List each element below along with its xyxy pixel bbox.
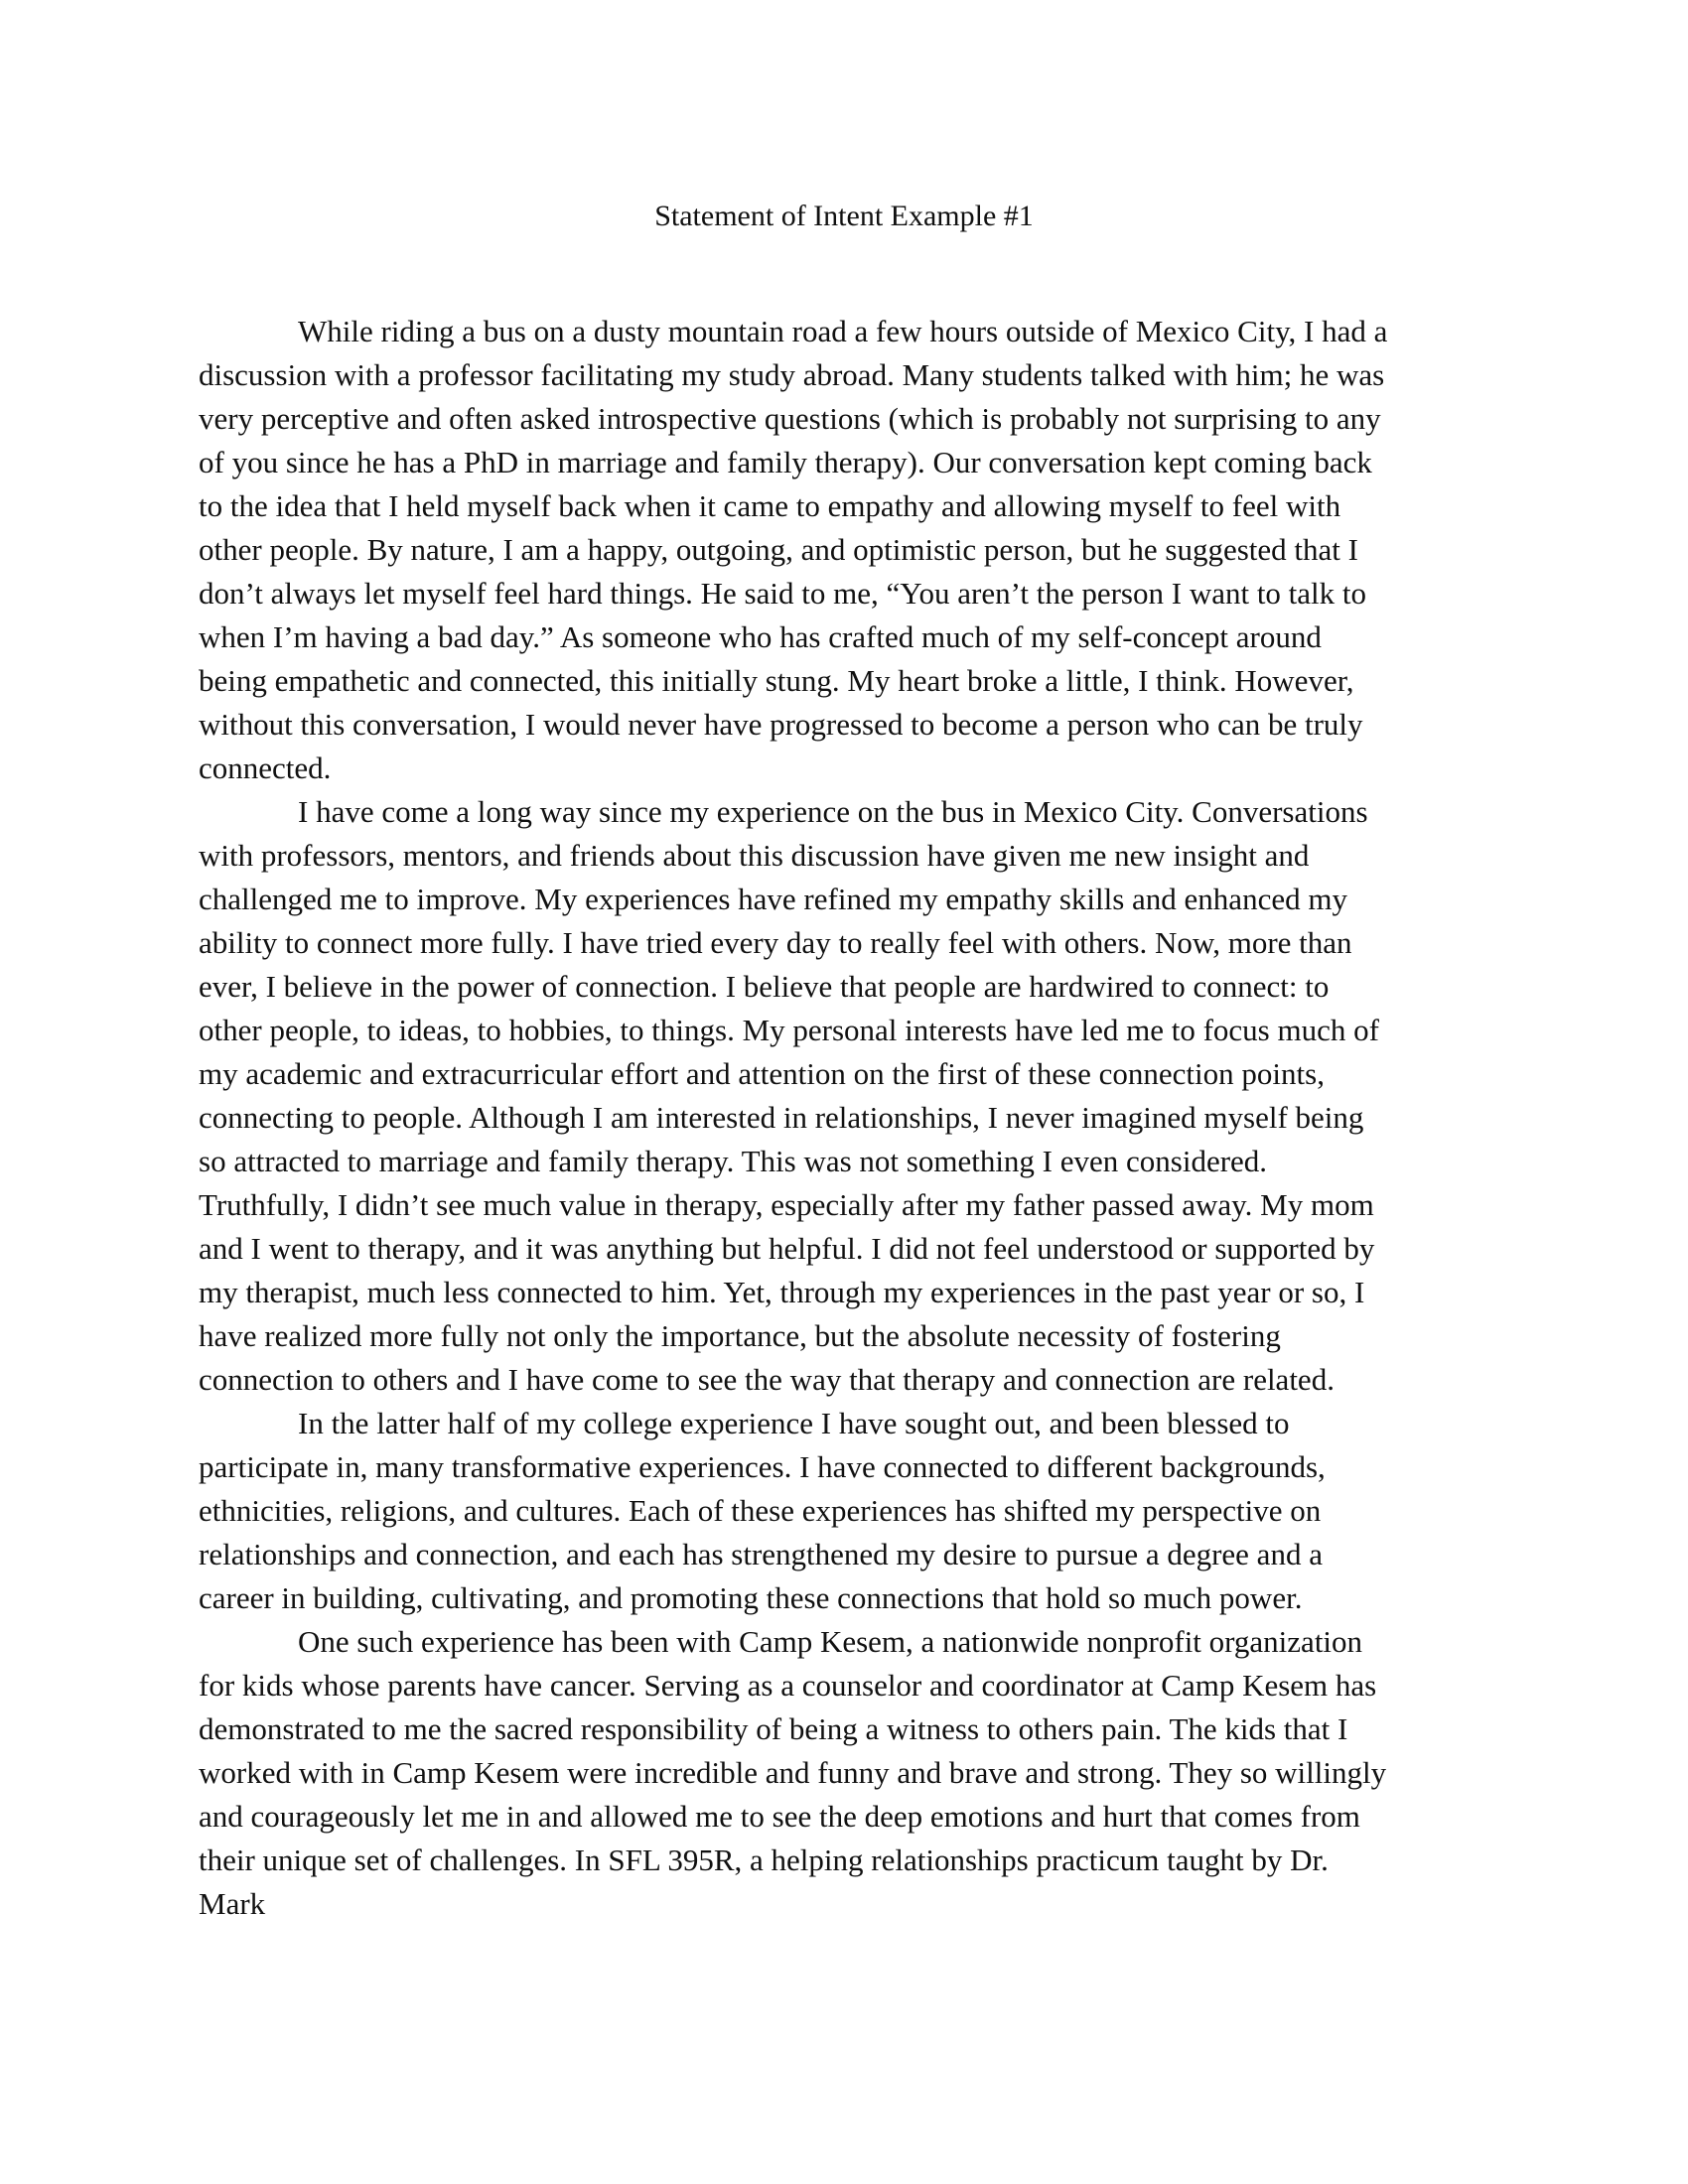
paragraph-line: One such experience has been with Camp Kesem, a nationwide nonprofit organization	[298, 1624, 1363, 1659]
paragraph-line: don’t always let myself feel hard things. He said to me, “You aren’t the person I want to talk to	[199, 576, 1367, 611]
paragraph-line: ever, I believe in the power of connection. I believe that people are hardwired to connect: to	[199, 969, 1330, 1004]
paragraph-line: of you since he has a PhD in marriage and family therapy). Our conversation kept coming back	[199, 445, 1372, 479]
paragraph-line: so attracted to marriage and family therapy. This was not something I even considered.	[199, 1144, 1268, 1178]
paragraph-line: with professors, mentors, and friends about this discussion have given me new insight and	[199, 838, 1310, 873]
paragraph-line: my therapist, much less connected to him. Yet, through my experiences in the past year or so, I	[199, 1275, 1365, 1309]
paragraph-line: their unique set of challenges. In SFL 395R, a helping relationships practicum taught by Dr.	[199, 1843, 1329, 1877]
paragraph-line: discussion with a professor facilitating my study abroad. Many students talked with him; he was	[199, 357, 1385, 392]
paragraph-line: other people. By nature, I am a happy, outgoing, and optimistic person, but he suggested that I	[199, 532, 1358, 567]
paragraph-line: very perceptive and often asked introspective questions (which is probably not surprising to any	[199, 401, 1381, 436]
paragraph-line: being empathetic and connected, this initially stung. My heart broke a little, I think. However,	[199, 663, 1354, 698]
paragraph-line: other people, to ideas, to hobbies, to things. My personal interests have led me to focus much of	[199, 1013, 1379, 1047]
paragraph-line: demonstrated to me the sacred responsibility of being a witness to others pain. The kids that I	[199, 1711, 1348, 1746]
paragraph-line: ethnicities, religions, and cultures. Each of these experiences has shifted my perspective on	[199, 1493, 1322, 1528]
document-title: Statement of Intent Example #1	[654, 200, 1034, 232]
paragraph	[199, 310, 1489, 790]
paragraph-line: career in building, cultivating, and promoting these connections that hold so much power.	[199, 1580, 1303, 1615]
paragraph	[199, 790, 1489, 1402]
paragraph-line: In the latter half of my college experience I have sought out, and been blessed to	[298, 1406, 1290, 1440]
paragraph-line: have realized more fully not only the importance, but the absolute necessity of fostering	[199, 1318, 1281, 1353]
paragraph-line: to the idea that I held myself back when it came to empathy and allowing myself to feel with	[199, 488, 1341, 523]
paragraph-line: participate in, many transformative experiences. I have connected to different backgrounds,	[199, 1449, 1326, 1484]
paragraph	[199, 1402, 1489, 1620]
paragraph-line: connected.	[199, 751, 332, 785]
paragraph-line: connecting to people. Although I am interested in relationships, I never imagined myself being	[199, 1100, 1364, 1135]
paragraph-line: my academic and extracurricular effort and attention on the first of these connection points,	[199, 1056, 1325, 1091]
paragraph-line: Mark	[199, 1886, 266, 1921]
paragraph-line: I have come a long way since my experience on the bus in Mexico City. Conversations	[298, 794, 1368, 829]
paragraph-line: Truthfully, I didn’t see much value in therapy, especially after my father passed away. My mom	[199, 1187, 1374, 1222]
paragraph-line: worked with in Camp Kesem were incredible and funny and brave and strong. They so willingly	[199, 1755, 1387, 1790]
paragraph	[199, 1620, 1489, 1926]
paragraph-line: connection to others and I have come to see the way that therapy and connection are related.	[199, 1362, 1335, 1397]
paragraph-line: for kids whose parents have cancer. Serving as a counselor and coordinator at Camp Kesem has	[199, 1668, 1377, 1703]
paragraph-line: and courageously let me in and allowed me to see the deep emotions and hurt that comes from	[199, 1799, 1360, 1834]
paragraph-line: when I’m having a bad day.” As someone who has crafted much of my self-concept around	[199, 619, 1322, 654]
paragraph-line: While riding a bus on a dusty mountain road a few hours outside of Mexico City, I had a	[298, 314, 1388, 348]
paragraph-line: challenged me to improve. My experiences have refined my empathy skills and enhanced my	[199, 882, 1347, 916]
paragraph-line: and I went to therapy, and it was anything but helpful. I did not feel understood or supported by	[199, 1231, 1375, 1266]
document-body	[199, 310, 1489, 1926]
paragraph-line: ability to connect more fully. I have tried every day to really feel with others. Now, more than	[199, 925, 1352, 960]
paragraph-line: without this conversation, I would never have progressed to become a person who can be truly	[199, 707, 1363, 742]
paragraph-line: relationships and connection, and each has strengthened my desire to pursue a degree and a	[199, 1537, 1323, 1571]
